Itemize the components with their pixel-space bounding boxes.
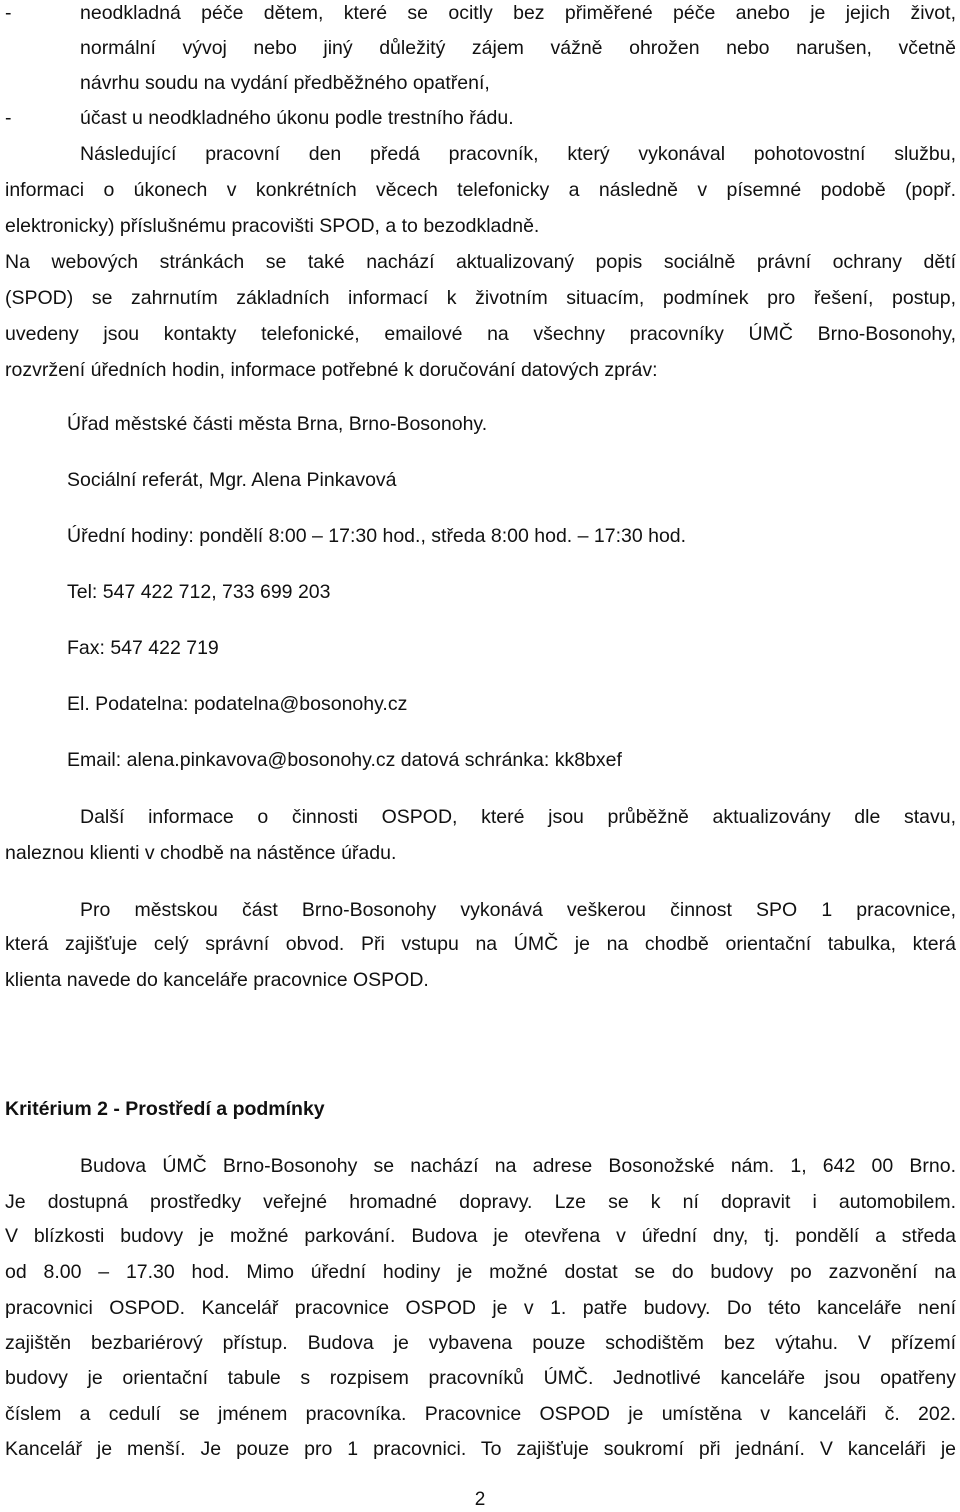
paragraph-line: klienta navede do kanceláře pracovnice OSPOD.: [5, 969, 429, 991]
contact-hours: Úřední hodiny: pondělí 8:00 – 17:30 hod., středa 8:00 hod. – 17:30 hod.: [67, 525, 687, 547]
list-bullet: -: [5, 107, 12, 129]
paragraph-line: (SPOD) se zahrnutím základních informací k životním situacím, podmínek pro řešení, postup,: [5, 287, 956, 309]
paragraph-line: Je dostupná prostředky veřejné hromadné dopravy. Lze se k ní dopravit i automobilem.: [5, 1191, 956, 1213]
contact-registry: El. Podatelna: podatelna@bosonohy.cz: [67, 693, 408, 715]
contact-email: Email: alena.pinkavova@bosonohy.cz datová schránka: kk8bxef: [67, 749, 622, 771]
paragraph-line: pracovnici OSPOD. Kancelář pracovnice OSPOD je v 1. patře budovy. Do této kanceláře není: [5, 1297, 956, 1319]
paragraph-line: rozvržení úředních hodin, informace potřebné k doručování datových zpráv:: [5, 359, 658, 381]
page-number: 2: [474, 1489, 486, 1510]
list-item-line: neodkladná péče dětem, které se ocitly bez přiměřené péče anebo je jejich život,: [80, 2, 956, 24]
paragraph-line: zajištěn bezbariérový přístup. Budova je vybavena pouze schodištěm bez výtahu. V přízemí: [5, 1332, 956, 1354]
paragraph-line: Kancelář je menší. Je pouze pro 1 pracovnici. To zajišťuje soukromí při jednání. V kanceláři je: [5, 1438, 956, 1460]
paragraph-line: V blízkosti budovy je možné parkování. Budova je otevřena v úřední dny, tj. pondělí a středa: [5, 1225, 956, 1247]
paragraph-line: Pro městskou část Brno-Bosonohy vykonává veškerou činnost SPO 1 pracovnice,: [80, 899, 956, 921]
list-item-line: normální vývoj nebo jiný důležitý zájem vážně ohrožen nebo narušen, včetně: [80, 37, 956, 59]
paragraph-line: naleznou klienti v chodbě na nástěnce úřadu.: [5, 842, 397, 864]
paragraph-line: uvedeny jsou kontakty telefonické, emailové na všechny pracovníky ÚMČ Brno-Bosonohy,: [5, 323, 956, 345]
paragraph-line: Na webových stránkách se také nachází aktualizovaný popis sociálně právní ochrany dětí: [5, 251, 956, 273]
contact-department: Sociální referát, Mgr. Alena Pinkavová: [67, 469, 397, 491]
list-bullet: -: [5, 2, 12, 24]
list-item-line: účast u neodkladného úkonu podle trestního řádu.: [80, 107, 514, 129]
paragraph-line: Další informace o činnosti OSPOD, které jsou průběžně aktualizovány dle stavu,: [80, 806, 956, 828]
paragraph-line: která zajišťuje celý správní obvod. Při vstupu na ÚMČ je na chodbě orientační tabulka, která: [5, 933, 956, 955]
paragraph-line: informaci o úkonech v konkrétních věcech telefonicky a následně v písemné podobě (popř.: [5, 179, 956, 201]
paragraph-line: Následující pracovní den předá pracovník, který vykonával pohotovostní službu,: [80, 143, 956, 165]
paragraph-line: Budova ÚMČ Brno-Bosonohy se nachází na adrese Bosonožské nám. 1, 642 00 Brno.: [80, 1155, 956, 1177]
paragraph-line: od 8.00 – 17.30 hod. Mimo úřední hodiny je možné dostat se do budovy po zazvonění na: [5, 1261, 956, 1283]
section-heading: Kritérium 2 - Prostředí a podmínky: [5, 1098, 325, 1120]
paragraph-line: číslem a cedulí se jménem pracovníka. Pracovnice OSPOD je umístěna v kanceláři č. 202.: [5, 1403, 956, 1425]
contact-phone: Tel: 547 422 712, 733 699 203: [67, 581, 331, 603]
list-item-line: návrhu soudu na vydání předběžného opatření,: [80, 72, 490, 94]
contact-office: Úřad městské části města Brna, Brno-Bosonohy.: [67, 413, 488, 435]
paragraph-line: budovy je orientační tabule s rozpisem pracovníků ÚMČ. Jednotlivé kanceláře jsou opatřeny: [5, 1367, 956, 1389]
paragraph-line: elektronicky) příslušnému pracovišti SPOD, a to bezodkladně.: [5, 215, 540, 237]
contact-fax: Fax: 547 422 719: [67, 637, 219, 659]
